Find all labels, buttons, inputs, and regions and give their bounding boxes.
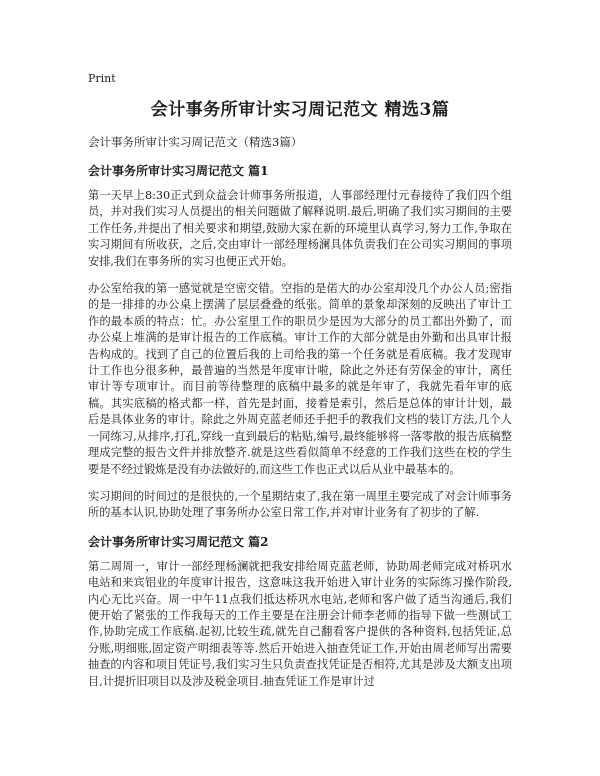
section-1 <box>88 162 512 522</box>
section-heading: 会计事务所审计实习周记范文 篇2 <box>88 534 269 549</box>
paragraph: 办公室给我的第一感觉就是空密交错。空指的是偌大的办公室却没几个办公人员;密指的是一排排的办公桌上摆满了层层叠叠的纸张。简单的景象却深刻的反映出了审计工作的最本质的特点：忙。办公室里工作的职员少是因为大部分的员工都出外勤了，而办公桌上堆满的是审计报告的工作底稿。审计工作的大部分就是由外勤和出具审计报告构成的。找到了自己的位置后我的上司给我的第一个任务就是看底稿。我才发现审计工作也分很多种，最普遍的当然是年度审计啦，除此之外还有劳保金的审计，离任审计等专项审计。而目前等待整理的底稿中最多的就是年审了，我就先看年审的底稿。其实底稿的格式都一样，首先是封面，接着是索引，然后是总体的审计计划，最后是具体业务的审计。除此之外周克蓝老师还手把手的教我们文档的装订方法,几个人一同练习,从排序,打孔,穿线一直到最后的粘贴,编号,最终能够将一落零散的报告底稿整理成完整的报告文件并排放整齐.就是这些看似简单不经意的工作我们这些在校的学生要是不经过锻炼是没有办法做好的,而这些工作也正式以后从业中最基本的。 <box>88 282 512 476</box>
page-title: 会计事务所审计实习周记范文 精选3篇 <box>150 100 450 120</box>
section-heading: 会计事务所审计实习周记范文 篇1 <box>88 164 269 178</box>
document-subtitle: 会计事务所审计实习周记范文（精选3篇） <box>88 135 303 149</box>
section-2 <box>88 533 512 690</box>
print-label[interactable]: Print <box>88 72 116 85</box>
paragraph: 实习期间的时间过的是很快的,一个星期结束了,我在第一周里主要完成了对会计师事务所的基本认识,协助处理了事务所办公室日常工作,并对审计业务有了初步的了解. <box>88 489 512 520</box>
paragraph: 第二周周一，审计一部经理杨澜就把我安排给周克蓝老师，协助周老师完成对桥巩水电站和来宾铝业的年度审计报告，这意味这我开始进入审计业务的实际练习操作阶段,内心无比兴奋。周一中午11点我们抵达桥巩水电站,老师和客户做了适当沟通后,我们便开始了紧张的工作我每天的工作主要是在注册会计师李老师的指导下做一些测试工作,协助完成工作底稿.起初,比较生疏,就先自己翻看客户提供的各种资料,包括凭证,总分账,明细账,固定资产明细表等等.然后开始进入抽查凭证工作,开始由周老师写出需要抽查的内容和项目凭证号,我们实习生只负责查找凭证是否相符,尤其是涉及大额支出项目,计提折旧项目以及涉及税金项目.抽查凭证工作是审计过 <box>88 559 512 688</box>
paragraph: 第一天早上8:30正式到众益会计师事务所报道，人事部经理付元春接待了我们四个组员，并对我们实习人员提出的相关问题做了解释说明.最后,明确了我们实习期间的主要工作任务,并提出了相关要求和期望,鼓励大家在新的环境里认真学习,努力工作,争取在实习期间有所收获，之后,交由审计一部经理杨澜具体负责我们在公司实习期间的事项安排,我们在事务所的实习也便正式开始。 <box>88 189 512 268</box>
